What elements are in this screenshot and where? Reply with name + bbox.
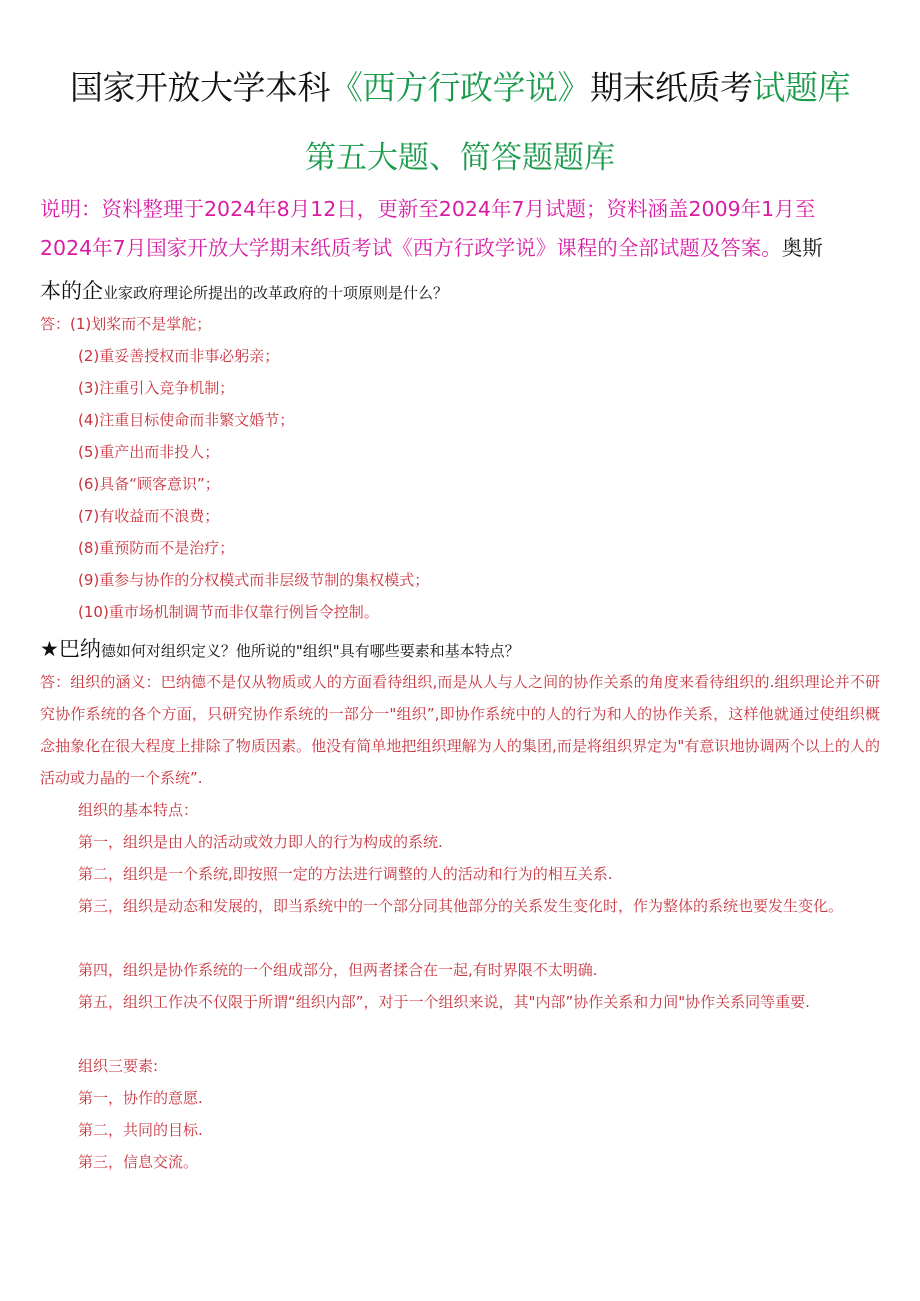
title-part-3: 期末纸质考 — [590, 68, 753, 107]
description-note — [40, 190, 885, 268]
feature-item: 第二，组织是一个系统,即按照一定的方法进行调整的人的活动和行为的相互关系. — [78, 865, 613, 883]
note-line-2: 2024年7月国家开放大学期末纸质考试《西方行政学说》课程的全部试题及答案。奥斯 — [40, 236, 823, 260]
section-heading: 第五大题、简答题题库 — [305, 140, 615, 176]
question-1 — [40, 276, 885, 308]
feature-item: 第四，组织是协作系统的一个组成部分，但两者揉合在一起,有时界限不太明确. — [78, 961, 598, 979]
feature-item: 第五，组织工作决不仅限于所谓“组织内部”，对于一个组织来说，其"内部”协作关系和力间"协作关系同等重要. — [78, 993, 810, 1011]
question-1-text: 业家政府理论所提出的改革政府的十项原则是什么？ — [103, 284, 449, 302]
answer-1-item: (6)具备“顾客意识”； — [78, 475, 220, 493]
title-part-1: 国家开放大学本科 — [70, 68, 330, 107]
question-2 — [40, 634, 885, 666]
features-heading: 组织的基本特点： — [78, 801, 199, 819]
answer-1-prefix: 答： — [40, 315, 71, 333]
title-course-name: 《西方行政学说》 — [330, 68, 590, 107]
note-line-1: 说明：资料整理于2024年8月12日，更新至2024年7月试题；资料涵盖2009年1月至 — [40, 197, 816, 221]
feature-item: 第一，组织是由人的活动或效力即人的行为构成的系统. — [78, 833, 443, 851]
answer-1-item: (9)重参与协作的分权模式而非层级节制的集权模式； — [78, 571, 430, 589]
answer-1-item: (10)重市场机制调节而非仅靠行例旨令控制。 — [78, 603, 379, 621]
question-2-text: 德如何对组织定义？他所说的"组织"具有哪些要素和基本特点？ — [100, 642, 520, 660]
answer-1-item: (7)有收益而不浪费； — [78, 507, 220, 525]
answer-1-item: (2)重妥善授权而非事必躬亲； — [78, 347, 280, 365]
element-item: 第一，协作的意愿. — [78, 1089, 203, 1107]
question-2-lead: ★巴纳 — [40, 637, 101, 661]
element-item: 第二，共同的目标. — [78, 1121, 203, 1139]
answer-1-item: 答：(1)划桨而不是掌舵； — [40, 315, 212, 333]
title-part-4: 试题库 — [752, 68, 850, 107]
element-item: 第三，信息交流。 — [78, 1153, 199, 1171]
feature-item: 第三，组织是动态和发展的，即当系统中的一个部分同其他部分的关系发生变化时，作为整体的系统也要发生变化。 — [78, 897, 844, 915]
answer-2-definition: 答：组织的涵义：巴纳德不是仅从物质或人的方面看待组织,而是从人与人之间的协作关系的角度来看待组织的.组织理论并不研究协作系统的各个方面，只研究协作系统的一部分一"组织”,即协作系统中的人的行为和人的协作关系，这样他就通过使组织概念抽象化在很大程度上排除了物质因素。他没有简单地把组织理解为人的集团,而是将组织界定为"有意识地协调两个以上的人的活动或力晶的一个系统”. — [40, 673, 880, 787]
answer-1-item: (3)注重引入竞争机制； — [78, 379, 235, 397]
question-1-lead: 本的企 — [40, 279, 103, 303]
note-line-2-tail: 奥斯 — [781, 236, 823, 260]
answer-1-item: (5)重产出而非投人； — [78, 443, 220, 461]
elements-heading: 组织三要素: — [78, 1057, 159, 1075]
answer-1-item: (8)重预防而不是治疗； — [78, 539, 235, 557]
answer-1-item: (4)注重目标使命而非繁文婚节； — [78, 411, 295, 429]
document-title — [0, 62, 920, 114]
